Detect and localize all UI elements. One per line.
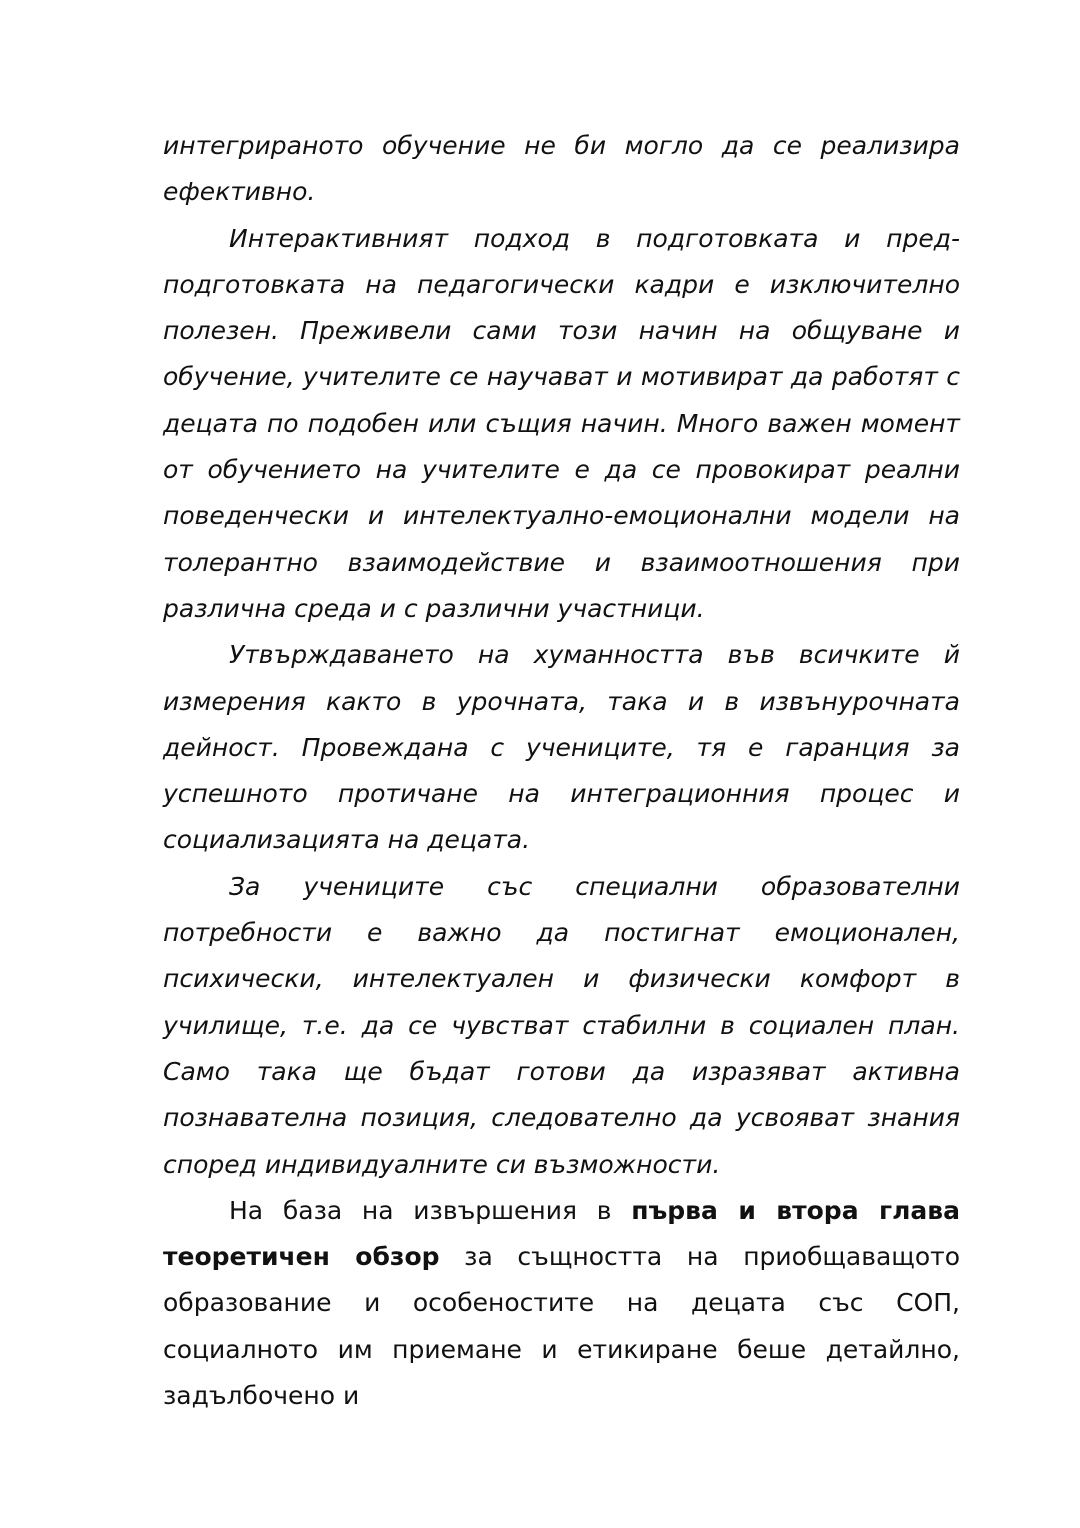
paragraph-5-text-end: за същността на приобщаващото образование и особеностите на децата със СОП, социалното им приемане и етикиране беше детайлно, задълбочено и bbox=[163, 1242, 960, 1411]
paragraph-5-bold-phrase: първа и втора глава теоретичен обзор bbox=[163, 1195, 960, 1272]
paragraph-4: За учениците със специални образователни потребности е важно да постигнат емоционален, психически, интелектуален и физически комфорт в училище, т.е. да се чувстват стабилни в социален план. Само така ще бъдат готови да изразяват активна познавателна позиция, следователно да усвояват знания според индивидуалните си възможности. bbox=[163, 871, 960, 1179]
paragraph-1: интегрираното обучение не би могло да се реализира ефективно. bbox=[163, 131, 960, 207]
document-page bbox=[163, 123, 960, 1419]
paragraph-3: Утвърждаването на хуманността във всичките й измерения както в урочната, така и в извънурочната дейност. Провеждана с учениците, тя е гаранция за успешното протичане на интеграционния процес и социализацията на децата. bbox=[163, 640, 960, 855]
paragraph-5 bbox=[163, 1188, 960, 1419]
paragraph-5-text-start: На база на извършения в bbox=[229, 1195, 632, 1225]
paragraph-2: Интерактивният подход в подготовката и пред-подготовката на педагогически кадри е изключително полезен. Преживели сами този начин на общуване и обучение, учителите се научават и мотивират да работят с децата по подобен или същия начин. Много важен момент от обучението на учителите е да се провокират реални поведенчески и интелектуално-емоционални модели на толерантно взаимодействие и взаимоотношения при различна среда и с различни участници. bbox=[163, 223, 960, 623]
